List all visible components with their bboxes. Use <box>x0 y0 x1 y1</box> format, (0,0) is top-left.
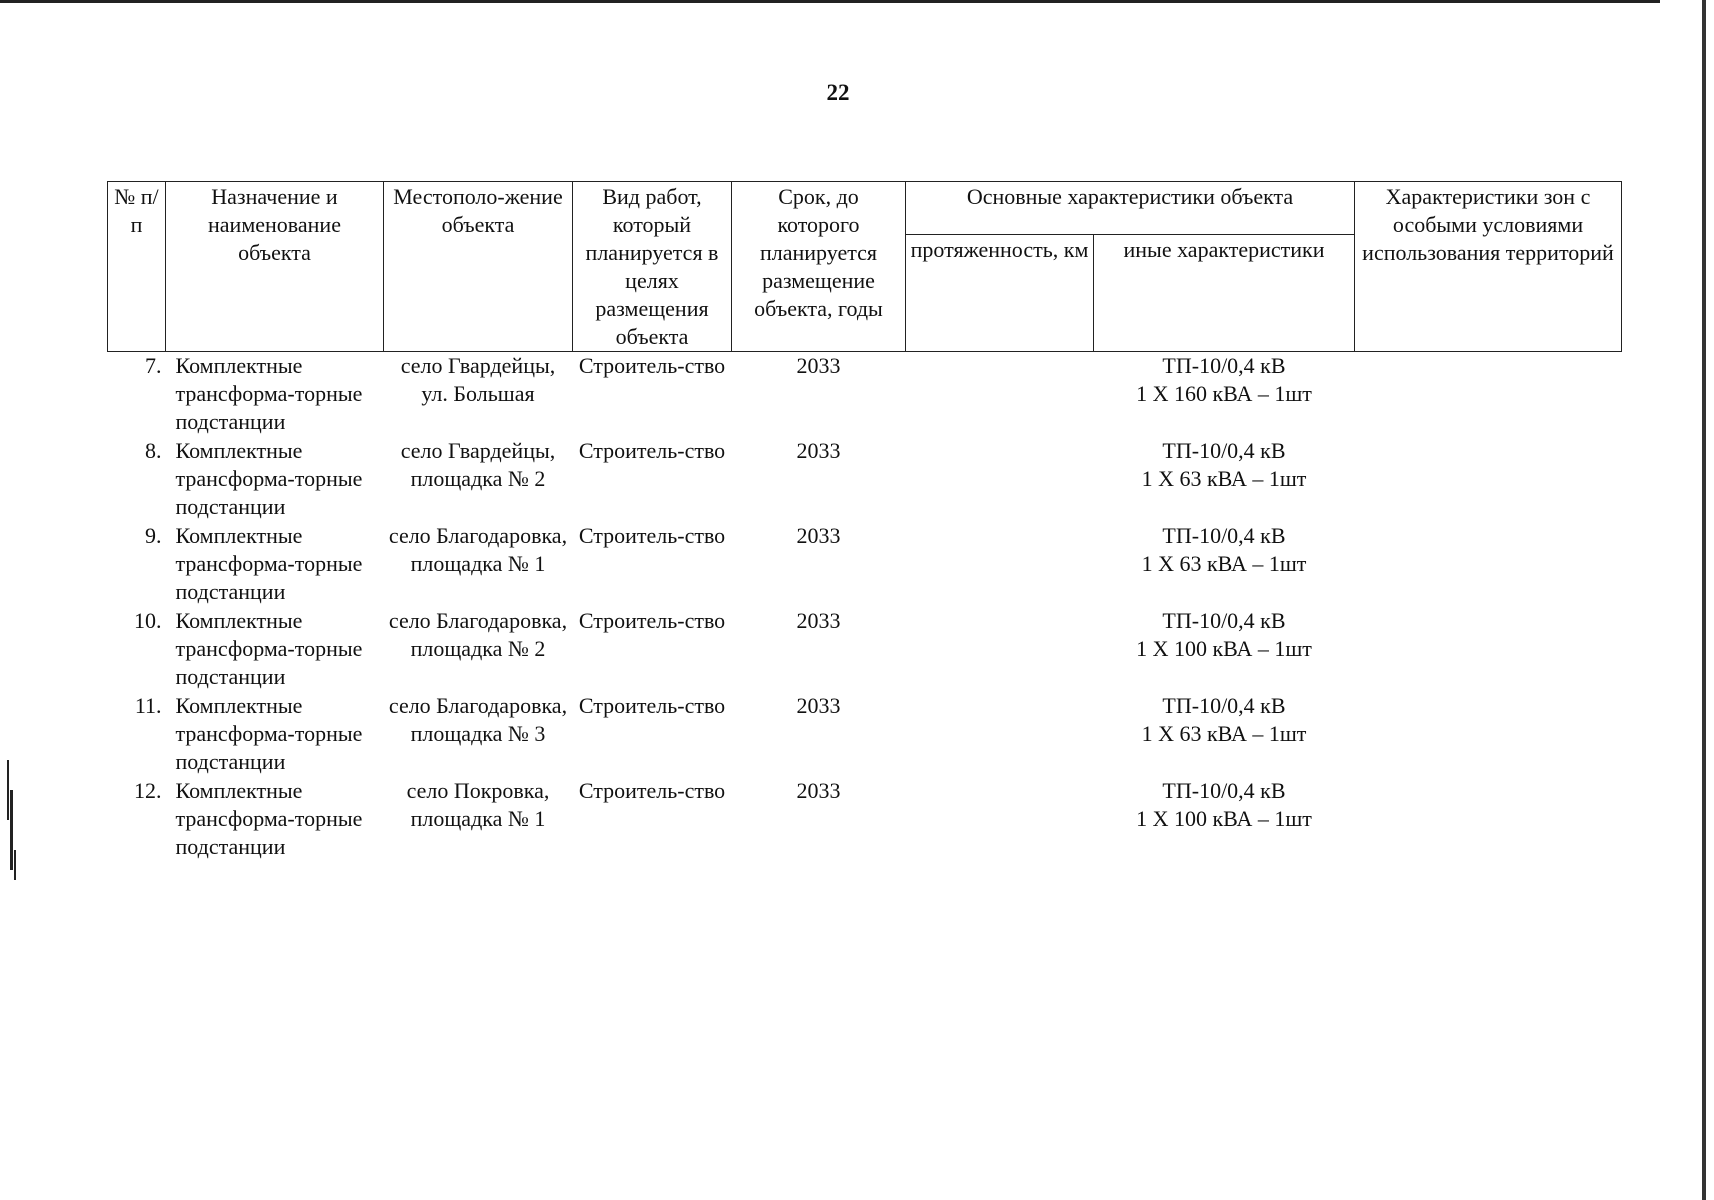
cell-zones <box>1355 777 1622 862</box>
header-other: иные характеристики <box>1094 234 1355 351</box>
other-line-1: ТП-10/0,4 кВ <box>1162 523 1286 548</box>
other-line-1: ТП-10/0,4 кВ <box>1162 438 1286 463</box>
cell-zones <box>1355 607 1622 692</box>
cell-length <box>906 437 1094 522</box>
cell-length <box>906 522 1094 607</box>
cell-other <box>1094 692 1355 777</box>
header-main-characteristics: Основные характеристики объекта <box>906 182 1355 235</box>
page-number: 22 <box>826 80 850 105</box>
header-zones: Характеристики зон с особыми условиями использования территорий <box>1355 182 1622 352</box>
cell-num: 9. <box>145 523 162 548</box>
other-line-1: ТП-10/0,4 кВ <box>1162 608 1286 633</box>
cell-year: 2033 <box>796 693 841 718</box>
cell-zones <box>1355 522 1622 607</box>
other-line-2: 1 Х 100 кВА – 1шт <box>1136 806 1312 831</box>
header-term: Срок, до которого планируется размещение объекта, годы <box>732 182 906 352</box>
cell-length <box>906 692 1094 777</box>
scan-edge-line <box>1702 0 1706 1200</box>
cell-location: село Гвардейцы, площадка № 2 <box>400 438 556 491</box>
other-line-1: ТП-10/0,4 кВ <box>1162 693 1286 718</box>
table-row <box>108 607 1622 692</box>
cell-num: 12. <box>134 778 162 803</box>
cell-location: село Благодаровка, площадка № 1 <box>388 523 568 576</box>
cell-work: Строитель-ство <box>578 778 726 803</box>
cell-zones <box>1355 352 1622 438</box>
table-row <box>108 777 1622 862</box>
cell-other <box>1094 522 1355 607</box>
cell-work: Строитель-ство <box>578 438 726 463</box>
cell-other <box>1094 777 1355 862</box>
top-border-line <box>0 0 1660 3</box>
header-work-type: Вид работ, который планируется в целях размещения объекта <box>573 182 732 352</box>
cell-year: 2033 <box>796 353 841 378</box>
cell-work: Строитель-ство <box>578 693 726 718</box>
cell-name: Комплектные трансформа-торные подстанции <box>175 523 363 604</box>
other-line-1: ТП-10/0,4 кВ <box>1162 353 1286 378</box>
objects-table <box>107 181 1622 862</box>
table-row <box>108 352 1622 438</box>
other-line-1: ТП-10/0,4 кВ <box>1162 778 1286 803</box>
other-line-2: 1 Х 100 кВА – 1шт <box>1136 636 1312 661</box>
cell-zones <box>1355 692 1622 777</box>
cell-other <box>1094 352 1355 438</box>
cell-num: 11. <box>134 693 162 718</box>
cell-name: Комплектные трансформа-торные подстанции <box>175 693 363 774</box>
cell-location: село Благодаровка, площадка № 3 <box>388 693 568 746</box>
cell-year: 2033 <box>796 438 841 463</box>
table-row <box>108 522 1622 607</box>
cell-name: Комплектные трансформа-торные подстанции <box>175 438 363 519</box>
other-line-2: 1 Х 63 кВА – 1шт <box>1141 551 1307 576</box>
cell-work: Строитель-ство <box>578 608 726 633</box>
cell-length <box>906 607 1094 692</box>
cell-work: Строитель-ство <box>578 353 726 378</box>
cell-num: 7. <box>145 353 162 378</box>
cell-other <box>1094 437 1355 522</box>
cell-name: Комплектные трансформа-торные подстанции <box>175 778 363 859</box>
header-location: Местополо-жение объекта <box>384 182 573 352</box>
other-line-2: 1 Х 160 кВА – 1шт <box>1136 381 1312 406</box>
cell-location: село Благодаровка, площадка № 2 <box>388 608 568 661</box>
cell-num: 10. <box>134 608 162 633</box>
scan-specks <box>4 760 18 900</box>
table-row <box>108 692 1622 777</box>
header-name: Назначение и наименование объекта <box>166 182 384 352</box>
cell-year: 2033 <box>796 778 841 803</box>
cell-zones <box>1355 437 1622 522</box>
cell-other <box>1094 607 1355 692</box>
cell-num: 8. <box>145 438 162 463</box>
cell-year: 2033 <box>796 523 841 548</box>
header-num: № п/п <box>108 182 166 352</box>
cell-name: Комплектные трансформа-торные подстанции <box>175 608 363 689</box>
cell-name: Комплектные трансформа-торные подстанции <box>175 353 363 434</box>
cell-location: село Покровка, площадка № 1 <box>406 778 550 831</box>
other-line-2: 1 Х 63 кВА – 1шт <box>1141 466 1307 491</box>
cell-length <box>906 777 1094 862</box>
other-line-2: 1 Х 63 кВА – 1шт <box>1141 721 1307 746</box>
cell-year: 2033 <box>796 608 841 633</box>
cell-location: село Гвардейцы, ул. Большая <box>400 353 556 406</box>
cell-length <box>906 352 1094 438</box>
cell-work: Строитель-ство <box>578 523 726 548</box>
header-length: протяженность, км <box>906 234 1094 351</box>
table-row <box>108 437 1622 522</box>
